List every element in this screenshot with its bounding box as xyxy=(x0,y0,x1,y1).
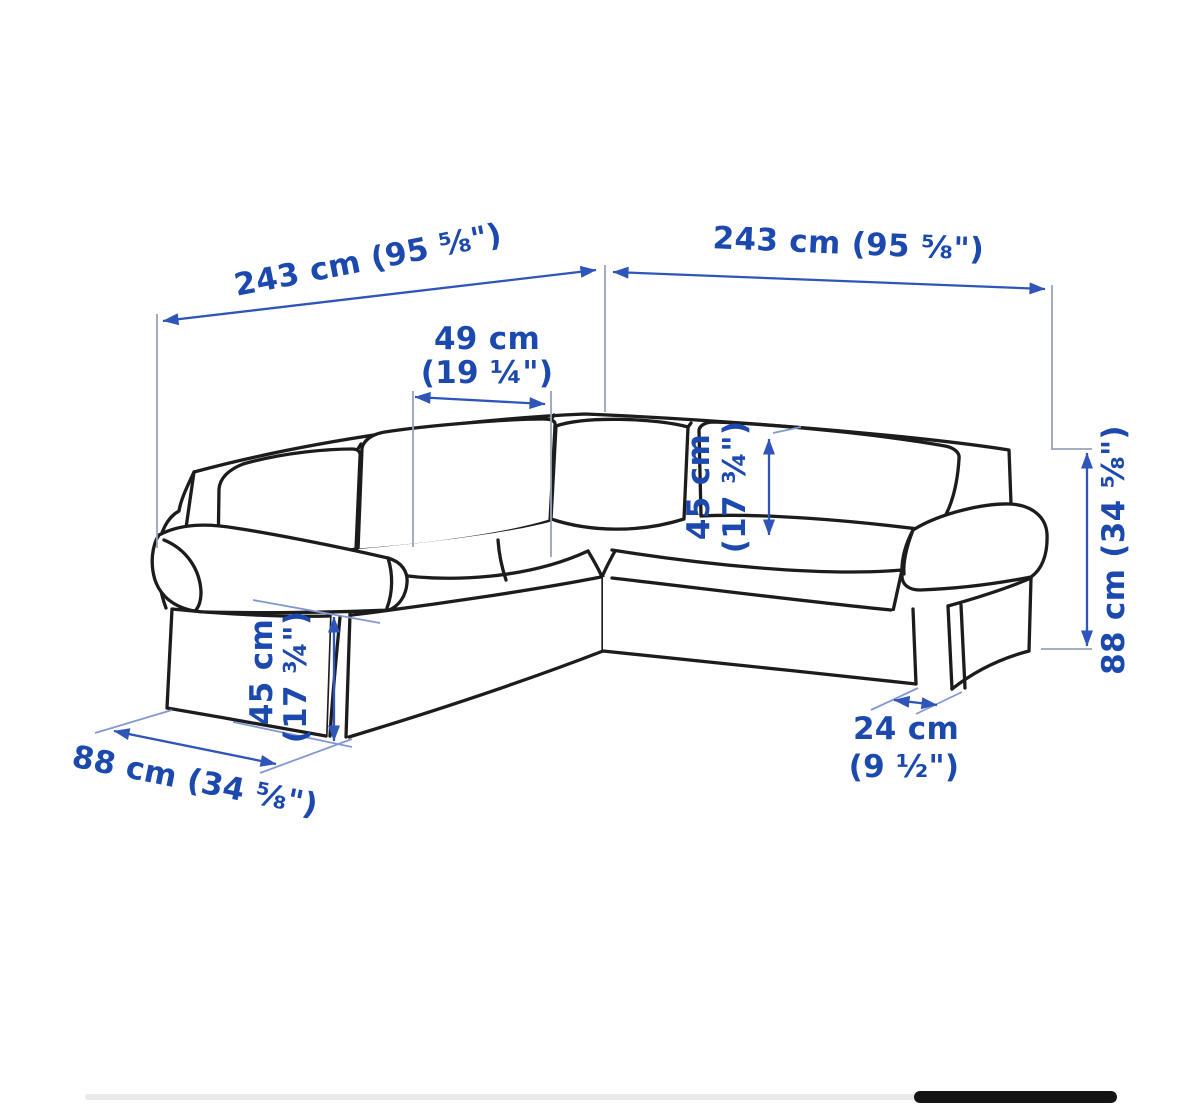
carousel-scrollbar[interactable] xyxy=(85,1091,1117,1103)
label-seat-height-line1: 45 cm xyxy=(244,618,280,726)
dim-line-cushion-width xyxy=(415,397,545,404)
label-pleat-width-line1: 24 cm xyxy=(852,711,960,747)
dim-line-back-width-right xyxy=(613,272,1045,289)
label-back-width-left: 243 cm (95 ⅝") xyxy=(231,216,505,304)
label-back-cushion-height-line2: (17 ¾") xyxy=(717,420,753,554)
label-pleat-width-line2: (9 ½") xyxy=(848,749,960,785)
scrollbar-thumb[interactable] xyxy=(914,1091,1117,1103)
label-back-width-right: 243 cm (95 ⅝") xyxy=(711,220,985,268)
label-seat-height-line2: (17 ¾") xyxy=(278,610,314,744)
dim-line-pleat-width xyxy=(894,700,937,705)
dim-line-back-width-left xyxy=(163,270,596,321)
label-back-cushion-height-line1: 45 cm xyxy=(681,433,717,541)
sofa-right-skirt-right-edge xyxy=(1029,578,1031,651)
label-cushion-width-line2: (19 ¼") xyxy=(420,355,554,391)
sofa-corner-back-cushion xyxy=(551,419,688,529)
ext-depth-left xyxy=(95,710,172,733)
label-cushion-width-line1: 49 cm xyxy=(433,321,541,357)
label-overall-height: 88 cm (34 ⅝") xyxy=(1096,425,1132,675)
label-depth: 88 cm (34 ⅝") xyxy=(69,738,321,824)
